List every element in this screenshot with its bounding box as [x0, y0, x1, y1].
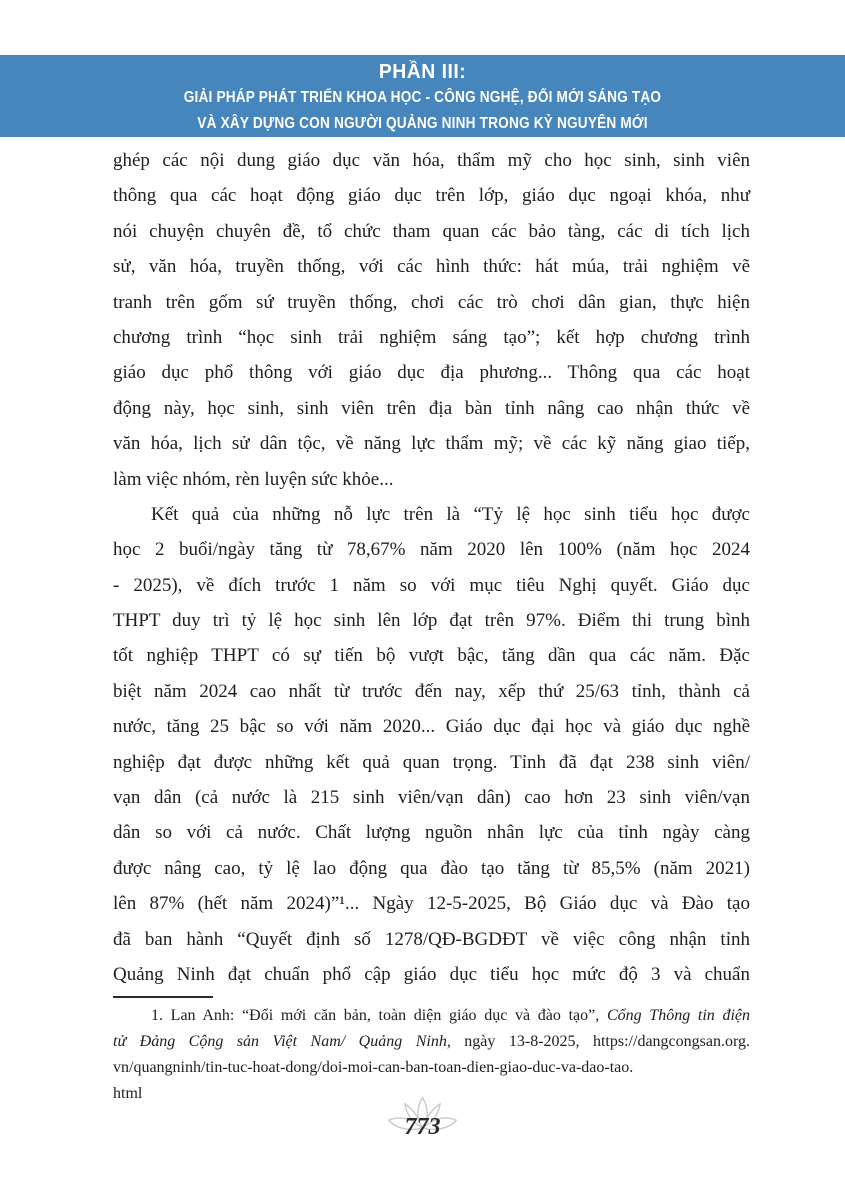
footnote-separator: [113, 996, 213, 998]
body-line: nước, tăng 25 bậc so với năm 2020... Giáo dục đại học và giáo dục nghề: [113, 716, 750, 738]
body-line: tranh trên gốm sứ truyền thống, chơi các trò chơi dân gian, thực hiện: [113, 291, 750, 313]
body-line: Quảng Ninh đạt chuẩn phổ cập giáo dục tiểu học mức độ 3 và chuẩn: [113, 963, 750, 985]
body-line: tốt nghiệp THPT có sự tiến bộ vượt bậc, tăng dần qua các năm. Đặc: [113, 645, 750, 667]
body-line: được nâng cao, tỷ lệ lao động qua đào tạo tăng từ 85,5% (năm 2021): [113, 857, 750, 879]
body-line-paragraph-end: làm việc nhóm, rèn luyện sức khỏe...: [113, 468, 394, 490]
body-line: chương trình “học sinh trải nghiệm sáng tạo”; kết hợp chương trình: [113, 326, 750, 348]
footnote-url: vn/quangninh/tin-tuc-hoat-dong/doi-moi-can-ban-toan-dien-giao-duc-va-dao-tao.: [113, 1059, 634, 1076]
page-number: 773: [404, 1114, 441, 1140]
section-subtitle-line2: VÀ XÂY DỰNG CON NGƯỜI QUẢNG NINH TRONG KỶ NGUYÊN MỚI: [197, 115, 648, 132]
footnote-source-title: Cổng Thông tin điện: [606, 1007, 750, 1024]
body-line: đã ban hành “Quyết định số 1278/QĐ-BGDĐT về việc công nhận tỉnh: [113, 928, 750, 950]
body-line-paragraph-start: Kết quả của những nỗ lực trên là “Tỷ lệ học sinh tiểu học được: [151, 503, 750, 525]
footnote-line: [113, 1029, 750, 1055]
footnote-text: 1. Lan Anh: “Đổi mới căn bản, toàn diện giáo dục và đào tạo”,: [151, 1007, 607, 1024]
body-line: - 2025), về đích trước 1 năm so với mục tiêu Nghị quyết. Giáo dục: [113, 574, 750, 596]
body-line: biệt năm 2024 cao nhất từ trước đến nay, xếp thứ 25/63 tỉnh, thành cả: [113, 680, 750, 702]
footnote-text: , ngày 13-8-2025, https://dangcongsan.org.: [446, 1033, 751, 1050]
body-line: sử, văn hóa, truyền thống, với các hình thức: hát múa, trải nghiệm vẽ: [113, 256, 750, 278]
footnote-source-title: tử Đảng Cộng sản Việt Nam/ Quảng Ninh: [113, 1033, 447, 1050]
body-line: văn hóa, lịch sử dân tộc, về năng lực thẩm mỹ; về các kỹ năng giao tiếp,: [113, 433, 750, 455]
body-line: ghép các nội dung giáo dục văn hóa, thẩm mỹ cho học sinh, sinh viên: [113, 150, 750, 171]
body-line: dân so với cả nước. Chất lượng nguồn nhân lực của tỉnh ngày càng: [113, 822, 750, 844]
body-line: nghiệp đạt được những kết quả quan trọng. Tỉnh đã đạt 238 sinh viên/: [113, 751, 750, 773]
footnote-line: [113, 1003, 750, 1029]
section-subtitle-line1: GIẢI PHÁP PHÁT TRIỂN KHOA HỌC - CÔNG NGHỆ, ĐỔI MỚI SÁNG TẠO: [183, 89, 662, 106]
section-part-label: PHẦN III:: [378, 61, 467, 83]
body-line: động này, học sinh, sinh viên trên địa bàn tỉnh nâng cao nhận thức về: [113, 397, 750, 419]
footnote: [113, 1003, 750, 1107]
body-text: [113, 143, 750, 992]
body-line: học 2 buổi/ngày tăng từ 78,67% năm 2020 lên 100% (năm học 2024: [113, 539, 750, 561]
section-header-band: [0, 55, 845, 137]
body-line: giáo dục phổ thông với giáo dục địa phương... Thông qua các hoạt: [113, 362, 750, 384]
body-line: nói chuyện chuyên đề, tổ chức tham quan các bảo tàng, các di tích lịch: [113, 220, 750, 242]
footnote-url-end: html: [113, 1085, 143, 1102]
body-line: thông qua các hoạt động giáo dục trên lớp, giáo dục ngoại khóa, như: [113, 185, 750, 207]
body-line: THPT duy trì tỷ lệ học sinh lên lớp đạt trên 97%. Điểm thi trung bình: [113, 610, 750, 632]
body-line: vạn dân (cả nước là 215 sinh viên/vạn dân) cao hơn 23 sinh viên/vạn: [113, 787, 750, 809]
body-line: lên 87% (hết năm 2024)”¹... Ngày 12-5-2025, Bộ Giáo dục và Đào tạo: [113, 893, 750, 915]
